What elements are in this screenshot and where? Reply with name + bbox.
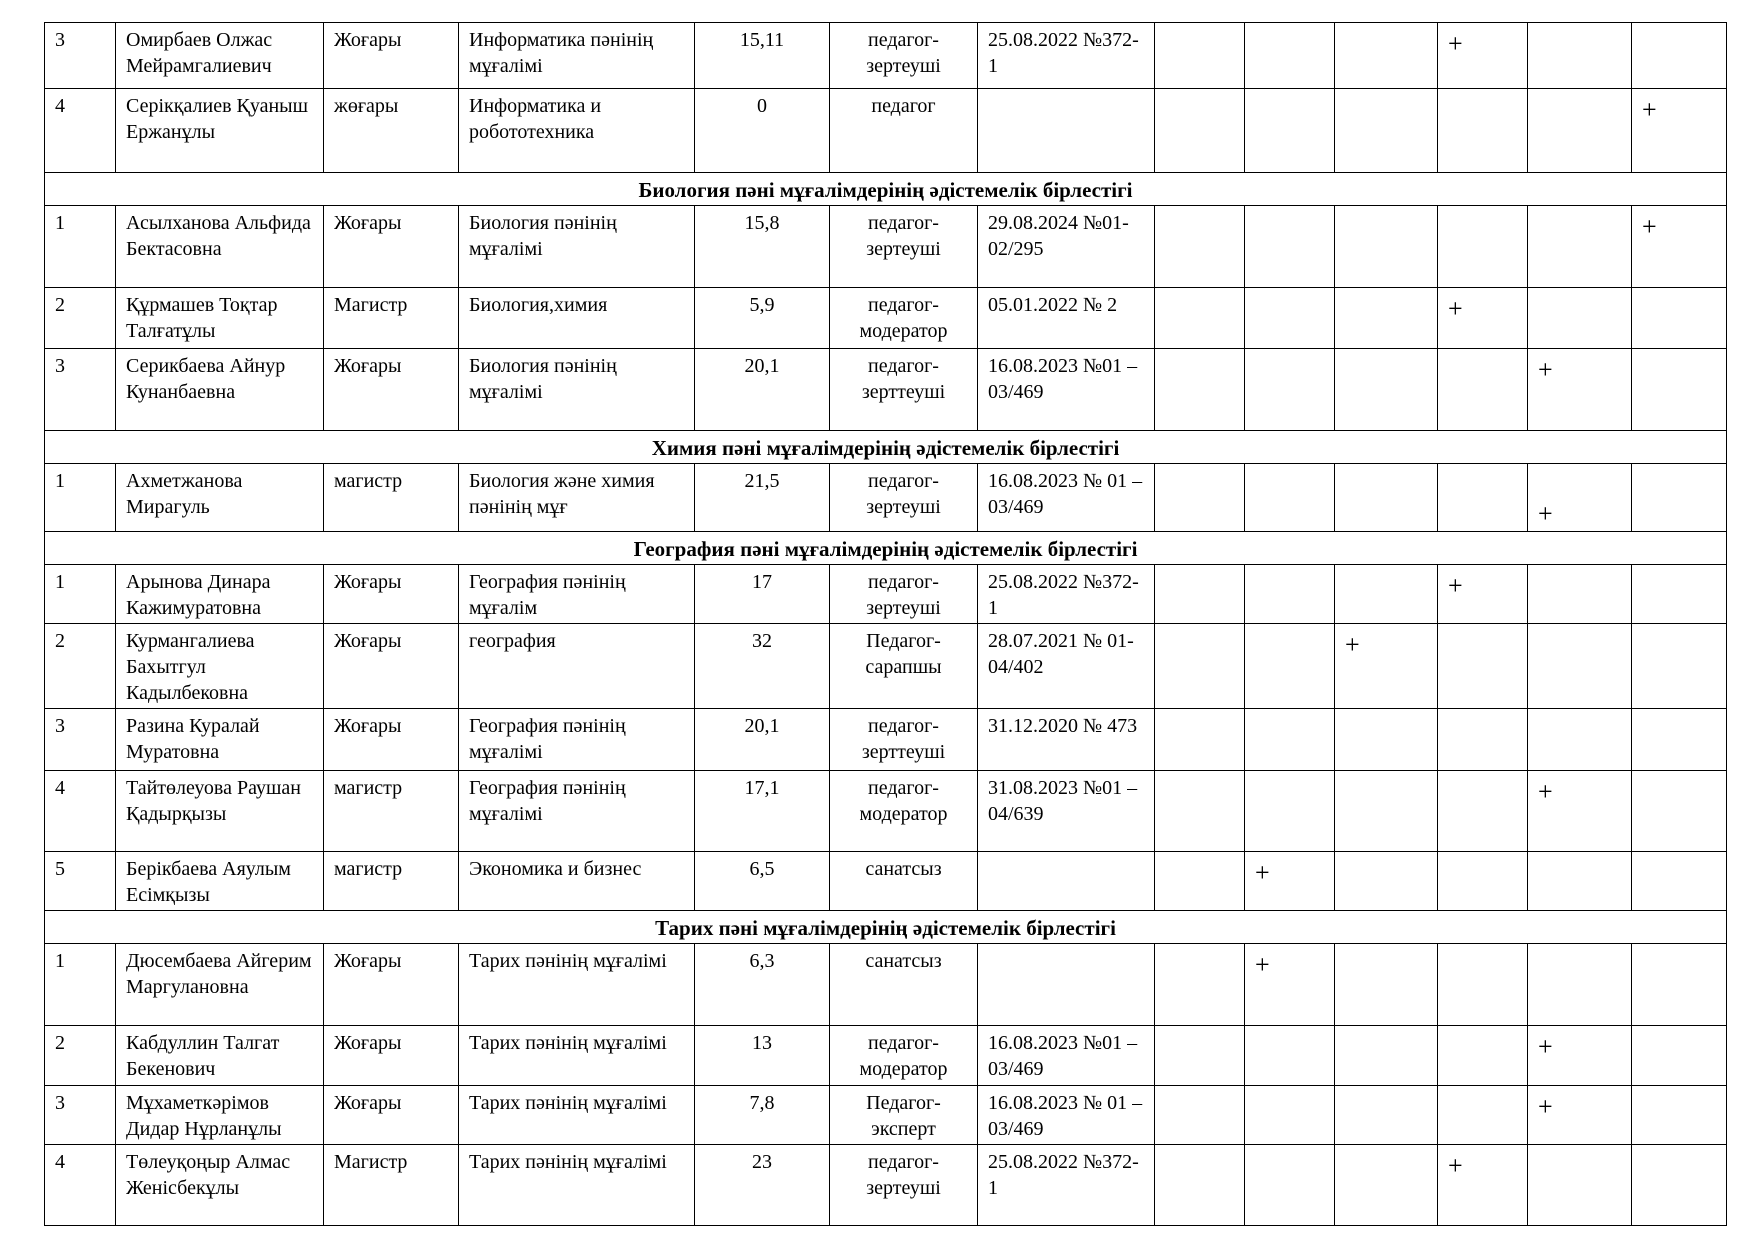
plus-mark: +	[1528, 349, 1632, 431]
section-header-row	[45, 911, 1727, 944]
mark-cell	[1245, 771, 1335, 852]
mark-cell	[1528, 206, 1632, 288]
mark-cell	[1155, 464, 1245, 532]
qualification-category: Педагог-сарапшы	[830, 624, 978, 709]
mark-cell	[1632, 709, 1727, 771]
teacher-name: Арынова Динара Кажимуратовна	[116, 565, 324, 624]
mark-cell	[1245, 1086, 1335, 1145]
section-header-row	[45, 532, 1727, 565]
section-title: Тарих пәні мұғалімдерінің әдістемелік бірлестігі	[45, 911, 1727, 944]
mark-cell	[1438, 624, 1528, 709]
mark-cell	[1245, 288, 1335, 349]
mark-cell	[1528, 852, 1632, 911]
row-number: 3	[45, 1086, 116, 1145]
specialty: Биология,химия	[459, 288, 695, 349]
mark-cell	[1155, 1086, 1245, 1145]
table-row	[45, 709, 1727, 771]
mark-cell	[1335, 288, 1438, 349]
mark-cell	[1438, 709, 1528, 771]
specialty: Экономика и бизнес	[459, 852, 695, 911]
teacher-name: Серікқалиев Қуаныш Ержанұлы	[116, 89, 324, 173]
education-level: Жоғары	[324, 1026, 459, 1086]
education-level: Жоғары	[324, 23, 459, 89]
teacher-name: Серикбаева Айнур Кунанбаевна	[116, 349, 324, 431]
qualification-category: Педагог-эксперт	[830, 1086, 978, 1145]
order-reference: 16.08.2023 № 01 – 03/469	[978, 464, 1155, 532]
qualification-category: педагог-зерттеуші	[830, 349, 978, 431]
education-level: магистр	[324, 771, 459, 852]
table-row	[45, 565, 1727, 624]
experience-years: 32	[695, 624, 830, 709]
order-reference: 25.08.2022 №372-1	[978, 1145, 1155, 1226]
mark-cell	[1632, 23, 1727, 89]
experience-years: 23	[695, 1145, 830, 1226]
experience-years: 20,1	[695, 349, 830, 431]
section-title: География пәні мұғалімдерінің әдістемелік бірлестігі	[45, 532, 1727, 565]
mark-cell	[1632, 1086, 1727, 1145]
teacher-name: Ахметжанова Мирагуль	[116, 464, 324, 532]
education-level: Жоғары	[324, 206, 459, 288]
qualification-category: педагог-зертеуші	[830, 565, 978, 624]
education-level: магистр	[324, 464, 459, 532]
mark-cell	[1632, 464, 1727, 532]
order-reference: 16.08.2023 №01 –03/469	[978, 1026, 1155, 1086]
mark-cell	[1245, 23, 1335, 89]
experience-years: 6,3	[695, 944, 830, 1026]
order-reference: 31.08.2023 №01 –04/639	[978, 771, 1155, 852]
table-row	[45, 1145, 1727, 1226]
plus-mark: +	[1438, 288, 1528, 349]
specialty: Биология және химия пәнінің мұғ	[459, 464, 695, 532]
mark-cell	[1528, 709, 1632, 771]
mark-cell	[1155, 565, 1245, 624]
mark-cell	[1528, 1145, 1632, 1226]
order-reference: 28.07.2021 № 01-04/402	[978, 624, 1155, 709]
qualification-category: педагог-зертеуші	[830, 1145, 978, 1226]
row-number: 2	[45, 1026, 116, 1086]
qualification-category: педагог-зертеуші	[830, 206, 978, 288]
mark-cell	[1335, 565, 1438, 624]
qualification-category: санатсыз	[830, 944, 978, 1026]
mark-cell	[1335, 852, 1438, 911]
teacher-name: Құрмашев Тоқтар Талғатұлы	[116, 288, 324, 349]
specialty: География пәнінің мұғалімі	[459, 709, 695, 771]
specialty: география	[459, 624, 695, 709]
row-number: 1	[45, 944, 116, 1026]
mark-cell	[1245, 206, 1335, 288]
mark-cell	[1335, 944, 1438, 1026]
row-number: 4	[45, 771, 116, 852]
experience-years: 6,5	[695, 852, 830, 911]
mark-cell	[1438, 944, 1528, 1026]
table-row	[45, 89, 1727, 173]
mark-cell	[1245, 624, 1335, 709]
experience-years: 13	[695, 1026, 830, 1086]
mark-cell	[1335, 349, 1438, 431]
qualification-category: педагог-зертеуші	[830, 23, 978, 89]
teacher-name: Асылханова Альфида Бектасовна	[116, 206, 324, 288]
order-reference: 25.08.2022 №372-1	[978, 23, 1155, 89]
table-row	[45, 288, 1727, 349]
row-number: 1	[45, 206, 116, 288]
section-header-row	[45, 431, 1727, 464]
mark-cell	[1632, 349, 1727, 431]
row-number: 3	[45, 349, 116, 431]
education-level: магистр	[324, 852, 459, 911]
teacher-name: Разина Куралай Муратовна	[116, 709, 324, 771]
education-level: Жоғары	[324, 709, 459, 771]
row-number: 4	[45, 89, 116, 173]
specialty: Тарих пәнінің мұғалімі	[459, 944, 695, 1026]
table-row	[45, 23, 1727, 89]
row-number: 2	[45, 624, 116, 709]
qualification-category: педагог-модератор	[830, 771, 978, 852]
table-row	[45, 852, 1727, 911]
row-number: 2	[45, 288, 116, 349]
order-reference	[978, 89, 1155, 173]
experience-years: 15,8	[695, 206, 830, 288]
mark-cell	[1245, 565, 1335, 624]
mark-cell	[1245, 1026, 1335, 1086]
mark-cell	[1155, 852, 1245, 911]
plus-mark: +	[1528, 1026, 1632, 1086]
row-number: 5	[45, 852, 116, 911]
mark-cell	[1155, 1145, 1245, 1226]
teacher-name: Төлеуқоңыр Алмас Женісбекұлы	[116, 1145, 324, 1226]
mark-cell	[1335, 89, 1438, 173]
mark-cell	[1438, 89, 1528, 173]
qualification-category: педагог-модератор	[830, 1026, 978, 1086]
qualification-category: педагог-зертеуші	[830, 464, 978, 532]
education-level: жөғары	[324, 89, 459, 173]
plus-mark: +	[1245, 852, 1335, 911]
experience-years: 20,1	[695, 709, 830, 771]
mark-cell	[1438, 464, 1528, 532]
order-reference: 05.01.2022 № 2	[978, 288, 1155, 349]
mark-cell	[1528, 23, 1632, 89]
education-level: Магистр	[324, 288, 459, 349]
section-header-row	[45, 173, 1727, 206]
education-level: Жоғары	[324, 944, 459, 1026]
mark-cell	[1335, 771, 1438, 852]
mark-cell	[1632, 624, 1727, 709]
mark-cell	[1335, 1086, 1438, 1145]
table-row	[45, 464, 1727, 532]
mark-cell	[1155, 349, 1245, 431]
mark-cell	[1155, 624, 1245, 709]
specialty: Тарих пәнінің мұғалімі	[459, 1026, 695, 1086]
specialty: Информатика пәнінің мұғалімі	[459, 23, 695, 89]
row-number: 1	[45, 565, 116, 624]
mark-cell	[1528, 565, 1632, 624]
experience-years: 17,1	[695, 771, 830, 852]
specialty: Биология пәнінің мұғалімі	[459, 206, 695, 288]
mark-cell	[1245, 349, 1335, 431]
experience-years: 0	[695, 89, 830, 173]
mark-cell	[1335, 709, 1438, 771]
table-row	[45, 206, 1727, 288]
order-reference: 29.08.2024 №01-02/295	[978, 206, 1155, 288]
mark-cell	[1528, 89, 1632, 173]
table-row	[45, 944, 1727, 1026]
mark-cell	[1632, 852, 1727, 911]
experience-years: 7,8	[695, 1086, 830, 1145]
mark-cell	[1245, 709, 1335, 771]
table-row	[45, 1086, 1727, 1145]
mark-cell	[1438, 771, 1528, 852]
teacher-name: Берікбаева Аяулым Есімқызы	[116, 852, 324, 911]
mark-cell	[1438, 349, 1528, 431]
experience-years: 15,11	[695, 23, 830, 89]
mark-cell	[1155, 89, 1245, 173]
mark-cell	[1632, 565, 1727, 624]
mark-cell	[1245, 1145, 1335, 1226]
qualification-category: педагог-зерттеуші	[830, 709, 978, 771]
education-level: Жоғары	[324, 1086, 459, 1145]
teacher-name: Курмангалиева Бахытгул Кадылбековна	[116, 624, 324, 709]
table-row	[45, 349, 1727, 431]
plus-mark: +	[1438, 1145, 1528, 1226]
order-reference: 16.08.2023 № 01 – 03/469	[978, 1086, 1155, 1145]
table-row	[45, 624, 1727, 709]
plus-mark: +	[1245, 944, 1335, 1026]
experience-years: 21,5	[695, 464, 830, 532]
plus-mark: +	[1632, 89, 1727, 173]
mark-cell	[1632, 771, 1727, 852]
mark-cell	[1155, 288, 1245, 349]
order-reference: 25.08.2022 №372-1	[978, 565, 1155, 624]
mark-cell	[1438, 206, 1528, 288]
specialty: География пәнінің мұғалім	[459, 565, 695, 624]
section-title: Биология пәні мұғалімдерінің әдістемелік бірлестігі	[45, 173, 1727, 206]
education-level: Жоғары	[324, 565, 459, 624]
education-level: Жоғары	[324, 349, 459, 431]
plus-mark: +	[1438, 565, 1528, 624]
qualification-category: педагог	[830, 89, 978, 173]
specialty: Биология пәнінің мұғалімі	[459, 349, 695, 431]
mark-cell	[1438, 1026, 1528, 1086]
mark-cell	[1438, 1086, 1528, 1145]
mark-cell	[1155, 709, 1245, 771]
mark-cell	[1632, 1145, 1727, 1226]
plus-mark: +	[1528, 464, 1632, 532]
teacher-name: Омирбаев Олжас Мейрамгалиевич	[116, 23, 324, 89]
mark-cell	[1155, 206, 1245, 288]
table-row	[45, 1026, 1727, 1086]
order-reference: 16.08.2023 №01 –03/469	[978, 349, 1155, 431]
teacher-name: Дюсембаева Айгерим Маргулановна	[116, 944, 324, 1026]
row-number: 1	[45, 464, 116, 532]
mark-cell	[1155, 23, 1245, 89]
mark-cell	[1438, 852, 1528, 911]
mark-cell	[1155, 1026, 1245, 1086]
mark-cell	[1528, 288, 1632, 349]
teacher-name: Кабдуллин Талгат Бекенович	[116, 1026, 324, 1086]
specialty: Тарих пәнінің мұғалімі	[459, 1086, 695, 1145]
teacher-name: Тайтөлеуова Раушан Қадырқызы	[116, 771, 324, 852]
qualification-category: санатсыз	[830, 852, 978, 911]
plus-mark: +	[1438, 23, 1528, 89]
mark-cell	[1528, 624, 1632, 709]
order-reference	[978, 944, 1155, 1026]
plus-mark: +	[1632, 206, 1727, 288]
row-number: 3	[45, 23, 116, 89]
teacher-name: Мұхаметкәрімов Дидар Нұрланұлы	[116, 1086, 324, 1145]
plus-mark: +	[1528, 1086, 1632, 1145]
mark-cell	[1528, 944, 1632, 1026]
mark-cell	[1335, 23, 1438, 89]
row-number: 4	[45, 1145, 116, 1226]
mark-cell	[1632, 288, 1727, 349]
mark-cell	[1245, 89, 1335, 173]
table-row	[45, 771, 1727, 852]
specialty: Тарих пәнінің мұғалімі	[459, 1145, 695, 1226]
qualification-category: педагог-модератор	[830, 288, 978, 349]
experience-years: 5,9	[695, 288, 830, 349]
mark-cell	[1335, 464, 1438, 532]
mark-cell	[1335, 206, 1438, 288]
plus-mark: +	[1335, 624, 1438, 709]
education-level: Жоғары	[324, 624, 459, 709]
mark-cell	[1155, 944, 1245, 1026]
table-body	[45, 23, 1727, 1226]
staff-table	[44, 22, 1727, 1226]
plus-mark: +	[1528, 771, 1632, 852]
specialty: Информатика и робототехника	[459, 89, 695, 173]
mark-cell	[1245, 464, 1335, 532]
mark-cell	[1335, 1026, 1438, 1086]
order-reference	[978, 852, 1155, 911]
mark-cell	[1632, 1026, 1727, 1086]
mark-cell	[1632, 944, 1727, 1026]
specialty: География пәнінің мұғалімі	[459, 771, 695, 852]
order-reference: 31.12.2020 № 473	[978, 709, 1155, 771]
mark-cell	[1155, 771, 1245, 852]
section-title: Химия пәні мұғалімдерінің әдістемелік бірлестігі	[45, 431, 1727, 464]
experience-years: 17	[695, 565, 830, 624]
row-number: 3	[45, 709, 116, 771]
education-level: Магистр	[324, 1145, 459, 1226]
mark-cell	[1335, 1145, 1438, 1226]
